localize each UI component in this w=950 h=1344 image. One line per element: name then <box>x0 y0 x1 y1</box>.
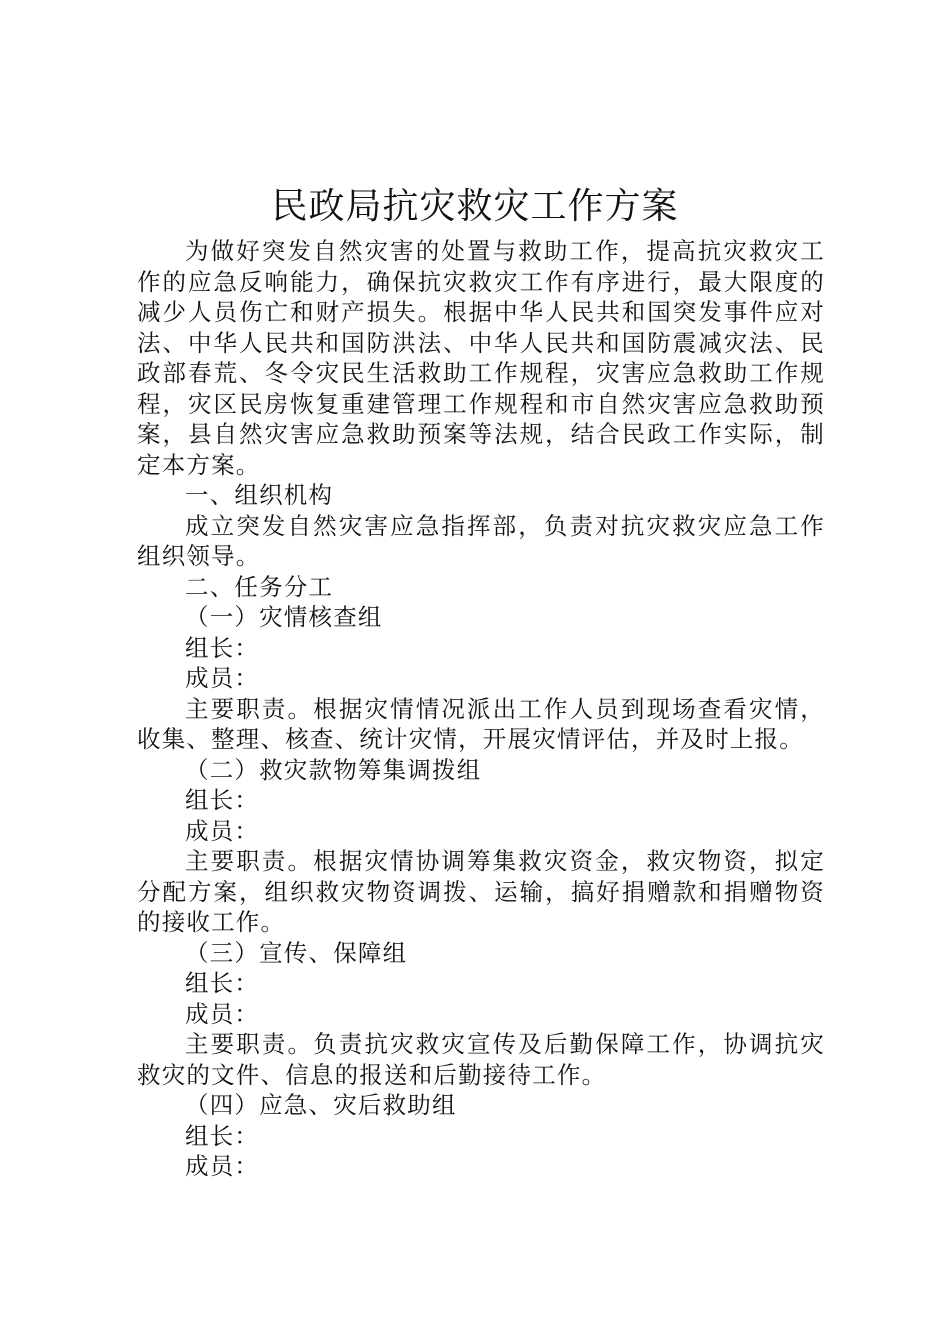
group-leader-3: 组长： <box>185 969 260 997</box>
group-duty-3: 主要职责。负责抗灾救灾宣传及后勤保障工作，协调抗灾救灾的文件、信息的报送和后勤接待工作。 <box>137 1030 825 1089</box>
document-body <box>137 236 825 1182</box>
group-leader-4: 组长： <box>185 1121 260 1150</box>
group-leader-2: 组长： <box>185 786 260 814</box>
group-heading-2: （二）救灾款物筹集调拨组 <box>185 755 482 784</box>
group-duty-1: 主要职责。根据灾情情况派出工作人员到现场查看灾情，收集、整理、核查、统计灾情，开展灾情评估，并及时上报。 <box>137 694 825 753</box>
group-duty-2: 主要职责。根据灾情协调筹集救灾资金，救灾物资，拟定分配方案，组织救灾物资调拨、运输，搞好捐赠款和捐赠物资的接收工作。 <box>137 847 825 936</box>
intro-paragraph: 为做好突发自然灾害的处置与救助工作，提高抗灾救灾工作的应急反响能力，确保抗灾救灾工作有序进行，最大限度的减少人员伤亡和财产损失。根据中华人民共和国突发事件应对法、中华人民共和国防洪法、中华人民共和国防震减灾法、民政部春荒、冬令灾民生活救助工作规程，灾害应急救助工作规程，灾区民房恢复重建管理工作规程和市自然灾害应急救助预案，县自然灾害应急救助预案等法规，结合民政工作实际，制定本方案。 <box>137 237 825 479</box>
section-heading-organization: 一、组织机构 <box>185 481 334 509</box>
group-members-4: 成员： <box>185 1152 260 1180</box>
group-members-1: 成员： <box>185 664 260 692</box>
section-heading-tasks: 二、任务分工 <box>185 572 334 601</box>
document-title: 民政局抗灾救灾工作方案 <box>271 186 679 227</box>
group-heading-4: （四）应急、灾后救助组 <box>185 1091 457 1119</box>
group-members-2: 成员： <box>185 816 260 845</box>
group-heading-1: （一）灾情核查组 <box>185 603 383 631</box>
group-leader-1: 组长： <box>185 633 260 662</box>
group-members-3: 成员： <box>185 999 260 1028</box>
group-heading-3: （三）宣传、保障组 <box>185 938 408 967</box>
section-organization-text: 成立突发自然灾害应急指挥部，负责对抗灾救灾应急工作组织领导。 <box>137 511 825 570</box>
